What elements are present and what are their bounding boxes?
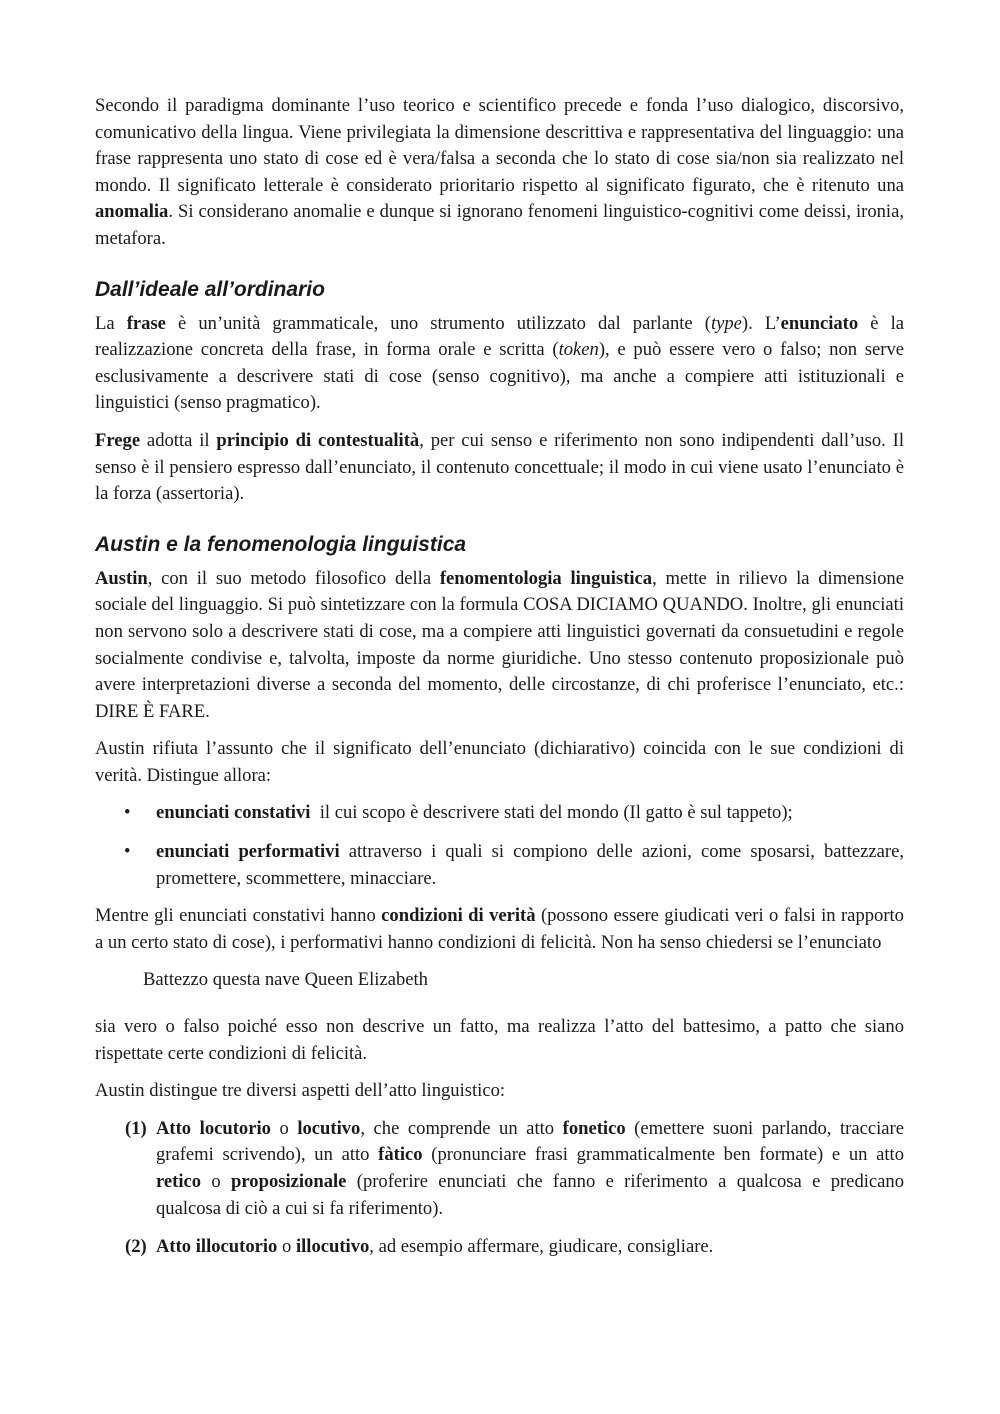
list-item xyxy=(95,800,904,827)
bold-term: enunciati performativi xyxy=(156,841,340,863)
text-run: o xyxy=(201,1171,232,1192)
bold-term: fenomentologia linguistica xyxy=(439,567,653,589)
bold-term: fàtico xyxy=(378,1144,423,1166)
bold-term: Atto locutorio xyxy=(156,1117,271,1139)
bold-term: fonetico xyxy=(562,1117,626,1139)
text-run: , mette in rilievo la dimensione sociale del linguaggio. Si può sintetizzare con la formula COSA DICIAMO QUANDO. Inoltre, gli enunciati non servono solo a descrivere stati di cose, ma a compiere atti linguistici governati da consuetudini e regole socialmente condivise e, talvolta, imposte da norme giuridiche. Uno stesso contenuto proposizionale può avere interpretazioni diverse a seconda del momento, delle circostanze, di chi proferisce l’enunciato, etc.: DIRE È FARE. xyxy=(95,567,904,722)
tre-aspetti-paragraph: Austin distingue tre diversi aspetti dell’atto linguistico: xyxy=(95,1080,506,1102)
list-item xyxy=(95,1116,904,1222)
text-run: adotta il xyxy=(140,429,217,451)
document-page xyxy=(95,93,904,1261)
bold-term: frase xyxy=(126,312,166,334)
bold-term: enunciato xyxy=(780,312,859,334)
italic-term: type xyxy=(710,312,742,334)
text-run: Mentre gli enunciati constativi hanno xyxy=(95,905,382,927)
text-run: o xyxy=(270,1117,298,1139)
text-run: attraverso i quali si compiono delle azioni, come sposarsi, battezzare, promettere, scommettere, minacciare. xyxy=(156,841,904,889)
bold-term: proposizionale xyxy=(231,1171,347,1192)
intro-paragraph xyxy=(95,93,904,253)
text-run: (emettere suoni parlando, tracciare grafemi scrivendo), un atto xyxy=(156,1117,904,1166)
bold-term: Frege xyxy=(95,429,141,451)
bold-term: anomalia xyxy=(95,201,169,223)
bold-term: retico xyxy=(156,1171,202,1192)
text-run: è un’unità grammaticale, uno strumento utilizzato dal parlante ( xyxy=(165,312,711,334)
list-item xyxy=(95,839,904,892)
text-run: (proferire enunciati che fanno e riferimento a qualcosa e predicano qualcosa di ciò a cui si fa riferimento). xyxy=(156,1171,904,1219)
frase-enunciato-paragraph xyxy=(95,311,904,417)
list-item xyxy=(95,1234,904,1261)
text-run: è la realizzazione concreta della frase, in forma orale e scritta ( xyxy=(95,312,904,361)
text-run: ), e può essere vero o falso; non serve esclusivamente a descrivere stati di cose (senso cognitivo), ma anche a compiere atti istituzionali e linguistici (senso pragmatico). xyxy=(95,339,905,414)
example-sentence: Battezzo questa nave Queen Elizabeth xyxy=(143,969,428,991)
section-heading-austin: Austin e la fenomenologia linguistica xyxy=(95,532,467,556)
text-run: Secondo il paradigma dominante l’uso teorico e scientifico precede e fonda l’uso dialogico, discorsivo, comunicativo della lingua. Viene privilegiata la dimensione descrittiva e rappresentativa del linguaggio: una frase rappresenta uno stato di cose ed è vera/falsa a seconda che lo stato di cose sia/non sia realizzato nel mondo. Il significato letterale è considerato prioritario rispetto al significato figurato, che è ritenuto una xyxy=(95,95,904,196)
text-run: , per cui senso e riferimento non sono indipendenti dall’uso. Il senso è il pensiero espresso dall’enunciato, il contenuto concettuale; il modo in cui viene usato l’enunciato è la forza (assertoria). xyxy=(95,429,904,505)
battesimo-paragraph: sia vero o falso poiché esso non descrive un fatto, ma realizza l’atto del battesimo, a patto che siano rispettate certe condizioni di felicità. xyxy=(95,1016,904,1064)
bold-term: Atto illocutorio xyxy=(156,1236,278,1258)
frege-paragraph xyxy=(95,428,904,508)
condizioni-paragraph xyxy=(95,903,904,956)
austin-paragraph xyxy=(95,566,904,726)
text-run: (pronunciare frasi grammaticalmente ben formate) e un atto xyxy=(422,1144,904,1166)
italic-term: token xyxy=(558,339,599,361)
austin-rifiuta-paragraph: Austin rifiuta l’assunto che il significato dell’enunciato (dichiarativo) coincida con le sue condizioni di verità. Distingue allora: xyxy=(95,738,904,786)
bold-term: illocutivo xyxy=(295,1236,370,1258)
bold-term: enunciati constativi xyxy=(156,802,311,824)
list-number: (1) xyxy=(125,1117,147,1139)
enunciati-list xyxy=(95,800,904,892)
text-run: . Si considerano anomalie e dunque si ignorano fenomeni linguistico-cognitivi come deissi, ironia, metafora. xyxy=(95,201,904,249)
text-run: , ad esempio affermare, giudicare, consigliare. xyxy=(369,1236,714,1258)
atti-list xyxy=(95,1116,904,1261)
text-run: ). L’ xyxy=(741,312,781,334)
text-run: il cui scopo è descrivere stati del mondo (Il gatto è sul tappeto); xyxy=(310,802,793,824)
bold-term: condizioni di verità xyxy=(381,905,536,927)
text-run: o xyxy=(277,1236,296,1258)
bold-term: principio di contestualità xyxy=(216,429,420,451)
text-run: La xyxy=(95,312,127,334)
bullet-marker: • xyxy=(124,841,131,863)
bold-term: Austin xyxy=(95,567,148,589)
list-number: (2) xyxy=(125,1236,147,1258)
text-run: (possono essere giudicati veri o falsi in rapporto a un certo stato di cose), i performativi hanno condizioni di felicità. Non ha senso chiedersi se l’enunciato xyxy=(95,905,904,953)
text-run: , che comprende un atto xyxy=(360,1117,563,1139)
text-run: , con il suo metodo filosofico della xyxy=(147,567,440,589)
section-heading-ordinario: Dall’ideale all’ordinario xyxy=(95,277,325,301)
bullet-marker: • xyxy=(124,802,131,824)
bold-term: locutivo xyxy=(297,1117,361,1139)
